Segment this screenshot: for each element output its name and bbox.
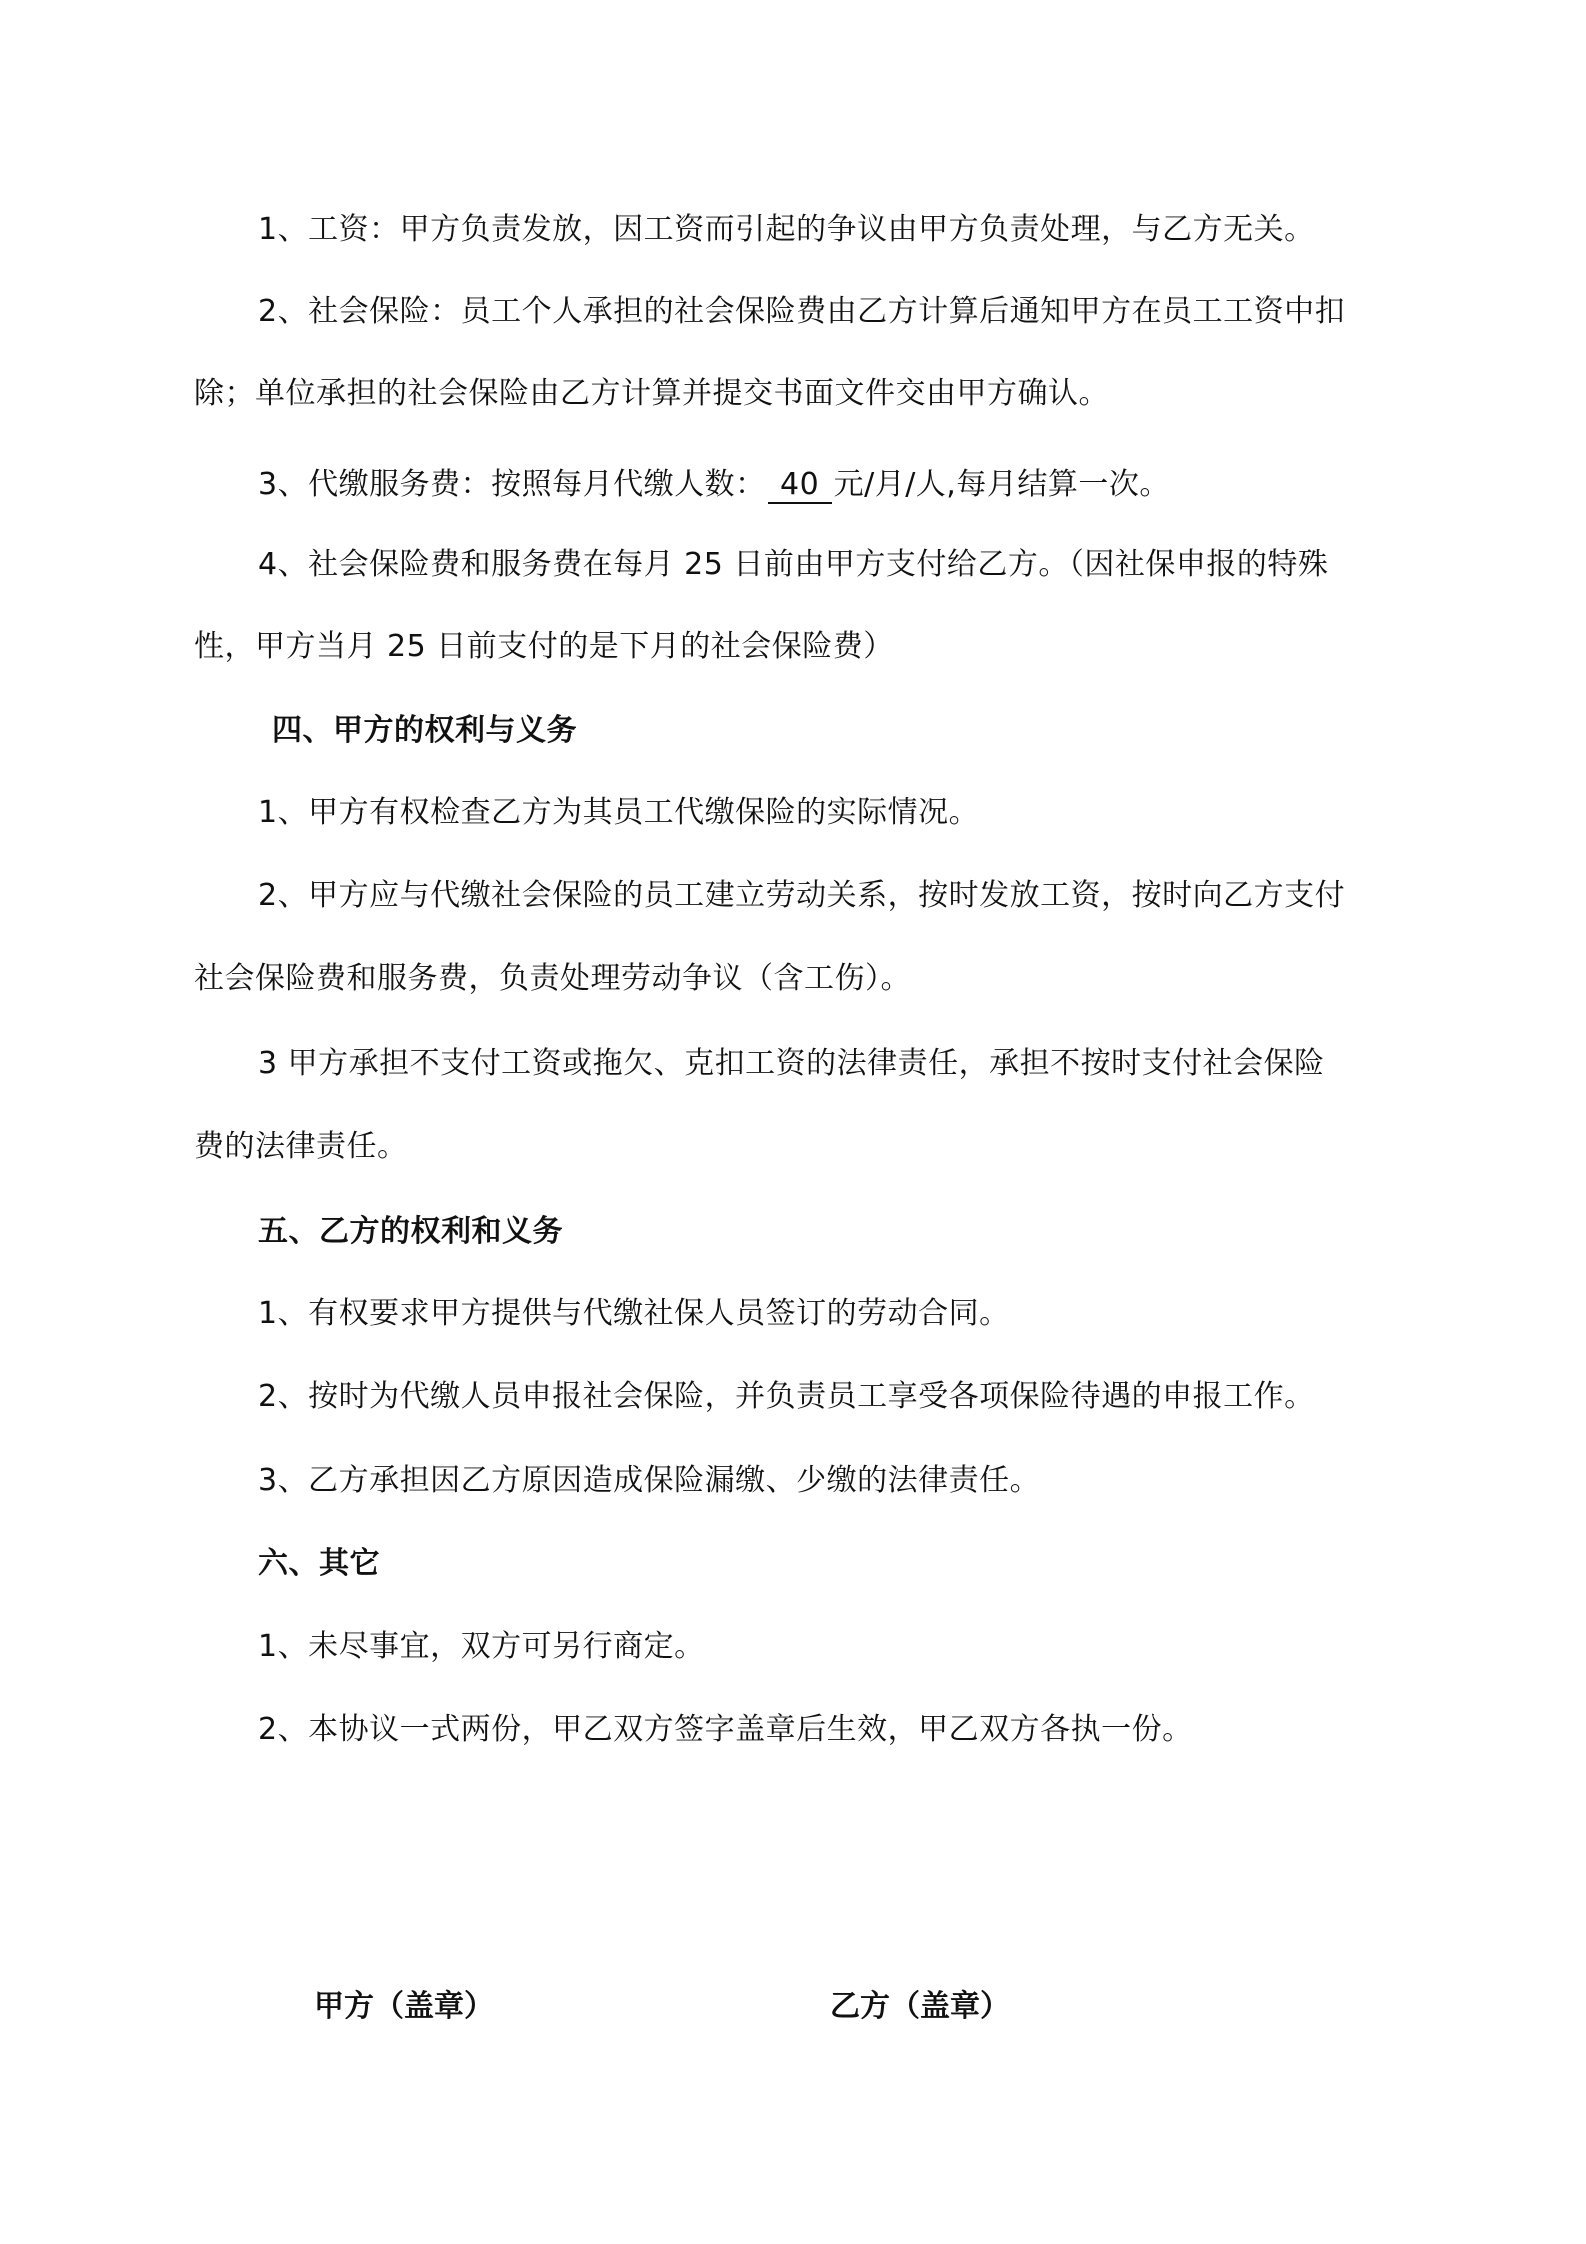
section-4-item-2-line-2: 社会保险费和服务费，负责处理劳动争议（含工伤）。 bbox=[194, 961, 911, 996]
section-6-item-1: 1、未尽事宜，双方可另行商定。 bbox=[258, 1629, 705, 1664]
section-4-item-1: 1、甲方有权检查乙方为其员工代缴保险的实际情况。 bbox=[258, 795, 980, 830]
section-5-item-1: 1、有权要求甲方提供与代缴社保人员签订的劳动合同。 bbox=[258, 1296, 1010, 1331]
payment-item-3 bbox=[258, 465, 1170, 505]
payment-item-4-line-2: 性，甲方当月 25 日前支付的是下月的社会保险费） bbox=[194, 629, 894, 664]
payment-item-2-line-1: 2、社会保险：员工个人承担的社会保险费由乙方计算后通知甲方在员工工资中扣 bbox=[258, 294, 1346, 329]
payment-item-1: 1、工资：甲方负责发放，因工资而引起的争议由甲方负责处理，与乙方无关。 bbox=[258, 212, 1315, 247]
section-4-item-2-line-1: 2、甲方应与代缴社会保险的员工建立劳动关系，按时发放工资，按时向乙方支付 bbox=[258, 878, 1346, 913]
service-fee-amount-blank: 40 bbox=[768, 468, 832, 504]
section-4-item-3-line-2: 费的法律责任。 bbox=[194, 1129, 408, 1164]
payment-item-3-suffix: 元/月/人,每月结算一次。 bbox=[833, 467, 1170, 502]
section-5-title: 五、乙方的权利和义务 bbox=[258, 1214, 563, 1249]
section-4-title: 四、甲方的权利与义务 bbox=[272, 713, 577, 748]
section-5-item-2: 2、按时为代缴人员申报社会保险，并负责员工享受各项保险待遇的申报工作。 bbox=[258, 1379, 1315, 1414]
section-6-item-2: 2、本协议一式两份，甲乙双方签字盖章后生效，甲乙双方各执一份。 bbox=[258, 1712, 1193, 1747]
payment-item-4-line-1: 4、社会保险费和服务费在每月 25 日前由甲方支付给乙方。（因社保申报的特殊 bbox=[258, 547, 1329, 582]
payment-item-3-prefix: 3、代缴服务费：按照每月代缴人数： bbox=[258, 467, 766, 502]
section-6-title: 六、其它 bbox=[258, 1546, 380, 1581]
section-4-item-3-line-1: 3 甲方承担不支付工资或拖欠、克扣工资的法律责任，承担不按时支付社会保险 bbox=[258, 1046, 1325, 1081]
section-5-item-3: 3、乙方承担因乙方原因造成保险漏缴、少缴的法律责任。 bbox=[258, 1463, 1041, 1498]
payment-item-2-line-2: 除；单位承担的社会保险由乙方计算并提交书面文件交由甲方确认。 bbox=[194, 376, 1109, 411]
party-a-seal-label: 甲方（盖章） bbox=[314, 1989, 494, 2024]
party-b-seal-label: 乙方（盖章） bbox=[830, 1989, 1010, 2024]
